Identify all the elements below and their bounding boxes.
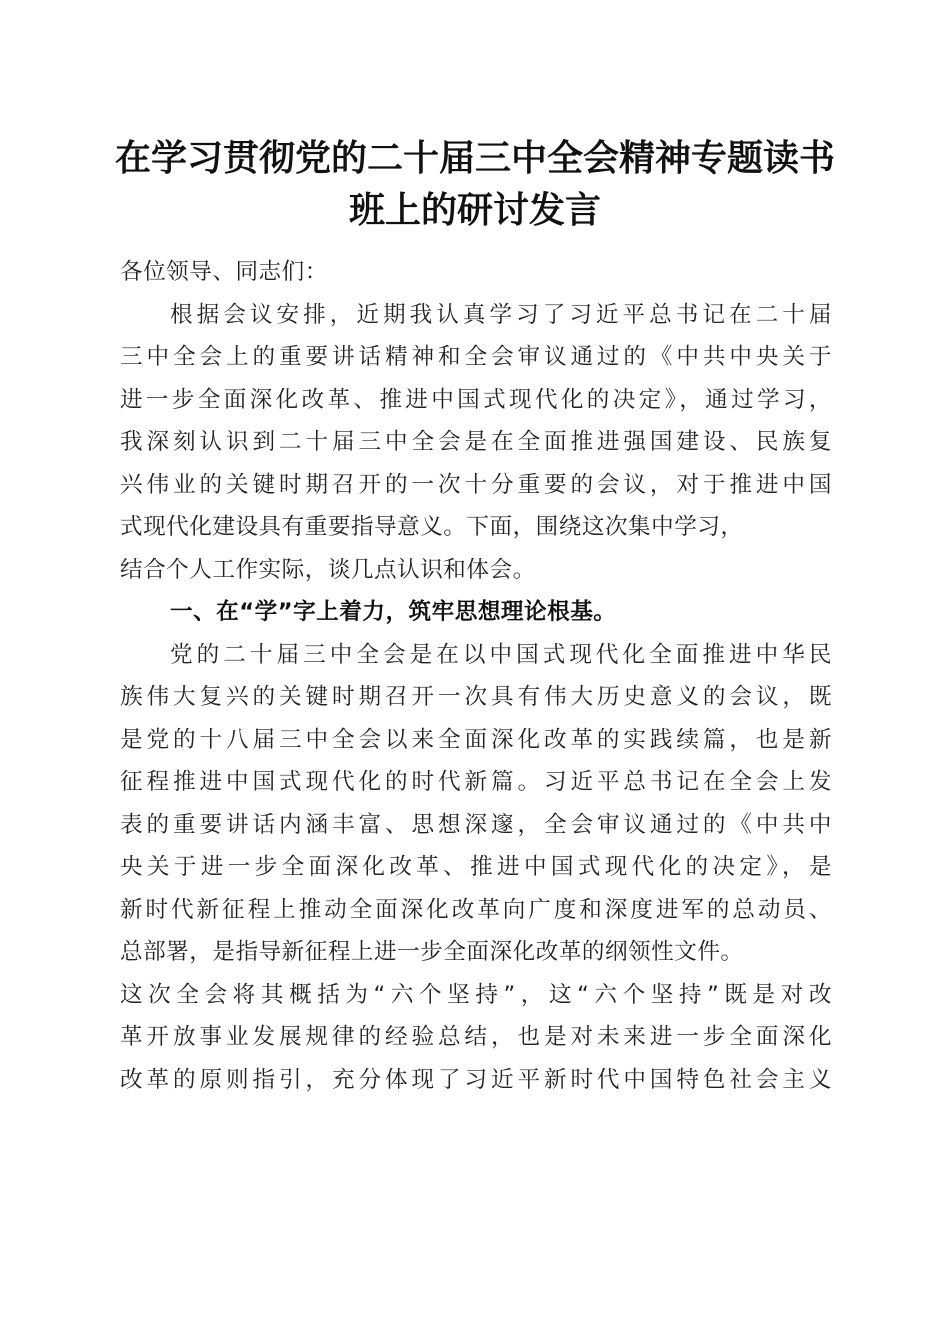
document-body bbox=[120, 251, 832, 1101]
paragraph-2-line: 族伟大复兴的关键时期召开一次具有伟大历史意义的会议，既 bbox=[120, 684, 832, 710]
paragraph-2-line: 新时代新征程上推动全面深化改革向广度和深度进军的总动员、 bbox=[120, 896, 832, 923]
title-line-1: 在学习贯彻党的二十届三中全会精神专题读书 bbox=[114, 137, 835, 179]
paragraph-2-line: 是党的十八届三中全会以来全面深化改革的实践续篇，也是新 bbox=[120, 726, 832, 753]
title-line-2: 班上的研讨发言 bbox=[348, 189, 601, 231]
paragraph-1-line: 根据会议安排，近期我认真学习了习近平总书记在二十届 bbox=[170, 301, 832, 328]
paragraph-1-line: 式现代化建设具有重要指导意义。下面，围绕这次集中学习， bbox=[120, 514, 744, 540]
paragraph-2-line: 总部署，是指导新征程上进一步全面深化改革的纲领性文件。 bbox=[120, 939, 744, 965]
paragraph-2-line: 改革的原则指引，充分体现了习近平新时代中国特色社会主义 bbox=[120, 1066, 832, 1093]
paragraph-2-line: 革开放事业发展规律的经验总结，也是对未来进一步全面深化 bbox=[120, 1024, 832, 1050]
paragraph-2-line: 央关于进一步全面深化改革、推进中国式现代化的决定》，是 bbox=[120, 854, 832, 880]
paragraph-1-line: 我深刻认识到二十届三中全会是在全面推进强国建设、民族复 bbox=[120, 429, 832, 455]
paragraph-2-line: 征程推进中国式现代化的时代新篇。习近平总书记在全会上发 bbox=[120, 769, 832, 795]
paragraph-2-line: 表的重要讲话内涵丰富、思想深邃，全会审议通过的《中共中 bbox=[120, 811, 832, 838]
paragraph-2-line: 这次全会将其概括为“六个坚持”，这“六个坚持”既是对改 bbox=[120, 981, 832, 1008]
paragraph-2-line: 党的二十届三中全会是在以中国式现代化全面推进中华民 bbox=[170, 641, 832, 668]
section-heading-1: 一、在“学”字上着力，筑牢思想理论根基。 bbox=[170, 599, 617, 625]
paragraph-1-line: 兴伟业的关键时期召开的一次十分重要的会议，对于推进中国 bbox=[120, 471, 832, 498]
document-title bbox=[0, 132, 950, 236]
paragraph-1-line: 结合个人工作实际，谈几点认识和体会。 bbox=[120, 556, 536, 583]
paragraph-1-line: 三中全会上的重要讲话精神和全会审议通过的《中共中央关于 bbox=[120, 344, 832, 370]
greeting: 各位领导、同志们： bbox=[120, 259, 328, 285]
paragraph-1-line: 进一步全面深化改革、推进中国式现代化的决定》，通过学习， bbox=[120, 386, 832, 413]
